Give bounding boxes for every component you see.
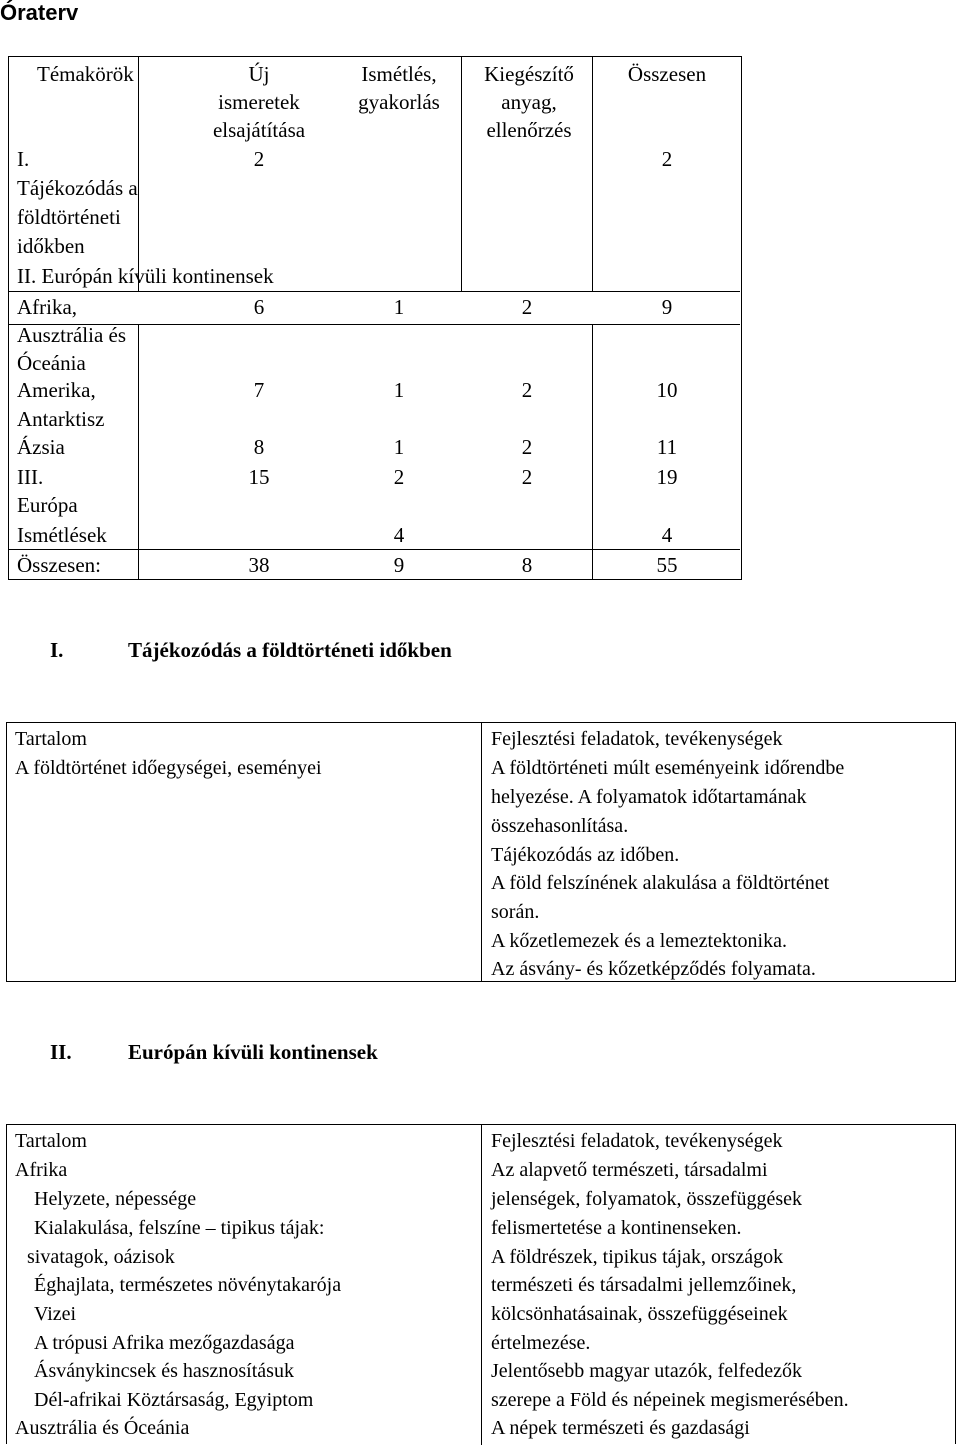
header-extra: Kiegészítő [484, 62, 574, 86]
cell-practice: 1 [393, 295, 405, 319]
cell-total: 10 [656, 378, 678, 402]
task-line: során. [491, 901, 540, 923]
content-item: Dél-afrikai Köztársaság, Egyiptom [34, 1389, 314, 1411]
task-line: Jelentősebb magyar utazók, felfedezők [491, 1360, 802, 1382]
lesson-plan-table [8, 56, 742, 580]
row-label: Ausztrália és [17, 323, 127, 347]
row-label: II. Európán kívüli kontinensek [17, 264, 274, 288]
header-new: elsajátítása [212, 118, 306, 142]
header-new: Új [248, 62, 270, 86]
col-divider [138, 57, 139, 292]
header-extra: ellenőrzés [486, 118, 572, 142]
cell-total: 55 [656, 553, 678, 577]
content-item: Kialakulása, felszíne – tipikus tájak: [34, 1217, 325, 1239]
page-title: Óraterv [0, 0, 79, 25]
cell-new: 2 [253, 147, 265, 171]
section2-table [6, 1124, 956, 1444]
section-title: Tájékozódás a földtörténeti időkben [128, 638, 452, 662]
content-item: A földtörténet időegységei, eseményei [15, 757, 322, 779]
col-divider [481, 1125, 482, 1445]
tasks-header: Fejlesztési feladatok, tevékenységek [491, 1130, 783, 1152]
task-line: A földrészek, tipikus tájak, országok [491, 1246, 784, 1268]
row-label: időkben [17, 234, 85, 258]
cell-practice: 2 [393, 465, 405, 489]
content-item: Ásványkincsek és hasznosításuk [34, 1360, 294, 1382]
tasks-header: Fejlesztési feladatok, tevékenységek [491, 728, 783, 750]
task-line: A népek természeti és gazdasági [491, 1417, 750, 1439]
cell-new: 38 [248, 553, 270, 577]
row-label: Amerika, [17, 378, 96, 402]
cell-practice: 1 [393, 435, 405, 459]
row-label: Antarktisz [17, 407, 105, 431]
row-label: Afrika, [17, 295, 78, 319]
task-line: Az alapvető természeti, társadalmi [491, 1159, 768, 1181]
row-label: III. [17, 465, 44, 489]
cell-total: 19 [656, 465, 678, 489]
cell-total: 4 [661, 523, 673, 547]
content-item: Ausztrália és Óceánia [15, 1417, 190, 1439]
task-line: jelenségek, folyamatok, összefüggések [491, 1188, 803, 1210]
header-practice: Ismétlés, [361, 62, 437, 86]
cell-practice: 9 [393, 553, 405, 577]
task-line: A földtörténeti múlt eseményeink időrendbe [491, 757, 845, 779]
content-header: Tartalom [15, 728, 87, 750]
content-header: Tartalom [15, 1130, 87, 1152]
content-item: sivatagok, oázisok [27, 1246, 175, 1268]
cell-total: 2 [661, 147, 673, 171]
header-extra: anyag, [501, 90, 557, 114]
row-label: I. [17, 147, 30, 171]
task-line: A föld felszínének alakulása a földtörténet [491, 872, 830, 894]
cell-extra: 2 [521, 465, 533, 489]
content-item: Helyzete, népessége [34, 1188, 197, 1210]
task-line: A kőzetlemezek és a lemeztektonika. [491, 930, 787, 952]
section-title: Európán kívüli kontinensek [128, 1040, 378, 1064]
row-label: Tájékozódás a [17, 176, 138, 200]
content-item: Vizei [34, 1303, 77, 1325]
row-label: Ismétlések [17, 523, 107, 547]
header-new: ismeretek [218, 90, 300, 114]
content-item: Éghajlata, természetes növénytakarója [34, 1274, 342, 1296]
cell-practice: 4 [393, 523, 405, 547]
cell-extra: 8 [521, 553, 533, 577]
task-line: Tájékozódás az időben. [491, 844, 680, 866]
cell-total: 9 [661, 295, 673, 319]
col-divider [138, 325, 139, 579]
cell-total: 11 [656, 435, 678, 459]
task-line: összehasonlítása. [491, 815, 629, 837]
col-divider [481, 723, 482, 981]
cell-new: 8 [253, 435, 265, 459]
cell-practice: 1 [393, 378, 405, 402]
row-label: Összesen: [17, 553, 101, 577]
section-number: II. [50, 1040, 72, 1064]
task-line: szerepe a Föld és népeinek megismerésében. [491, 1389, 849, 1411]
col-divider [592, 325, 593, 579]
task-line: értelmezése. [491, 1332, 591, 1354]
header-topics: Témakörök [37, 62, 134, 86]
cell-new: 15 [248, 465, 270, 489]
row-label: Óceánia [17, 351, 86, 375]
task-line: Az ásvány- és kőzetképződés folyamata. [491, 958, 816, 980]
section1-table [6, 722, 956, 982]
row-label: Ázsia [17, 435, 65, 459]
task-line: természeti és társadalmi jellemzőinek, [491, 1274, 797, 1296]
cell-extra: 2 [521, 378, 533, 402]
row-label: Európa [17, 493, 78, 517]
cell-new: 6 [253, 295, 265, 319]
task-line: helyezése. A folyamatok időtartamának [491, 786, 807, 808]
cell-new: 7 [253, 378, 265, 402]
cell-extra: 2 [521, 295, 533, 319]
row-label: földtörténeti [17, 205, 121, 229]
task-line: felismertetése a kontinenseken. [491, 1217, 742, 1239]
header-total: Összesen [627, 62, 707, 86]
content-item: A trópusi Afrika mezőgazdasága [34, 1332, 295, 1354]
section-number: I. [50, 638, 64, 662]
row-divider [9, 291, 740, 292]
task-line: kölcsönhatásainak, összefüggéseinek [491, 1303, 788, 1325]
header-practice: gyakorlás [358, 90, 440, 114]
content-item: Afrika [15, 1159, 68, 1181]
cell-extra: 2 [521, 435, 533, 459]
